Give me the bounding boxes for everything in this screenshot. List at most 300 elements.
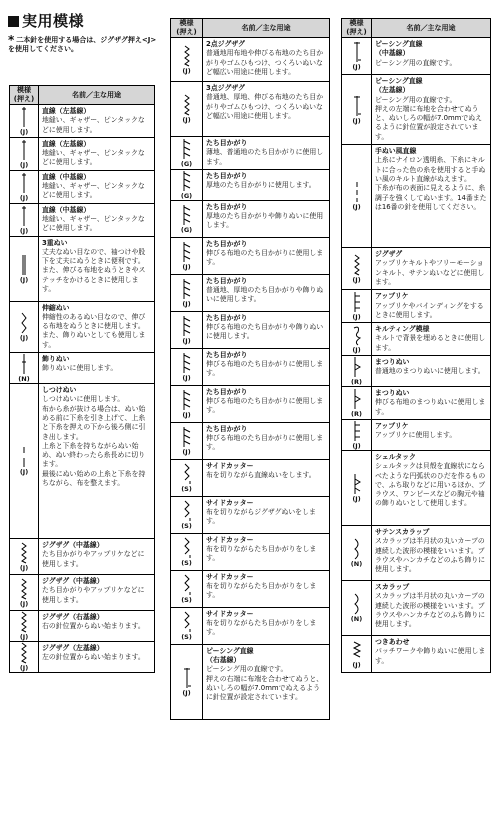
stitch-name: 3重ぬい (42, 238, 68, 247)
pattern-cell (342, 38, 372, 75)
stitch-table-column-1 (9, 85, 155, 673)
presser-foot-code: (J) (19, 127, 29, 136)
presser-foot-code: (J) (182, 299, 191, 308)
description-cell (203, 644, 330, 719)
stitch-row (342, 450, 491, 525)
stitch-usage: 伸縮性のあるぬい目なので、伸びる布地をぬうときに使用します。また、飾りぬいとしても使用します。 (42, 312, 146, 349)
presser-foot-code: (R) (351, 409, 362, 418)
applique-icon (342, 291, 371, 313)
presser-foot-code: (J) (182, 410, 191, 419)
description-cell (39, 642, 155, 673)
description-cell (203, 496, 330, 533)
stitch-usage: 左の針位置からぬい始まります。 (42, 653, 145, 662)
description-cell (372, 387, 491, 420)
stitch-usage: 伸びる布地のたち目かがりに使用します。 (206, 249, 324, 267)
straight-center-stitch-icon (10, 172, 38, 194)
presser-foot-code: (J) (352, 313, 361, 322)
header-name: 名前／主な用途 (39, 86, 155, 105)
description-cell (203, 169, 330, 200)
stitch-usage: たち目かがりやアップリケなどに使用します。 (42, 586, 145, 604)
presser-foot-code: (G) (180, 191, 193, 200)
presser-foot-code: (J) (19, 275, 29, 284)
pattern-cell (342, 387, 372, 420)
stitch-row (342, 419, 491, 450)
stitch-row (171, 82, 330, 137)
presser-foot-code: (R) (351, 378, 362, 387)
stitch-row (342, 635, 491, 672)
stitch-table-column-3 (341, 18, 491, 673)
description-cell (39, 170, 155, 203)
header-pattern: 模様 (押え) (171, 19, 203, 38)
pattern-cell (171, 348, 203, 385)
description-cell (39, 611, 155, 642)
stitch-name: サイドカッター (206, 461, 254, 470)
stitch-row (171, 385, 330, 422)
stitch-row (171, 644, 330, 719)
decorative-stitch-icon (10, 353, 38, 375)
stitch-name: キルティング模様 (375, 325, 430, 334)
stitch-row (171, 607, 330, 644)
stitch-name: 直線（中基線） (42, 205, 91, 214)
stitch-name: 伸縮ぬい (42, 303, 70, 312)
description-cell (39, 384, 155, 539)
stitch-name: 3点ジグザグ (206, 84, 245, 92)
stitch-name: 手ぬい風直線 (375, 147, 417, 156)
presser-foot-code: (J) (182, 262, 191, 271)
presser-foot-code: (N) (18, 375, 30, 384)
stitch-row (10, 236, 155, 301)
stitch-table-column-2 (170, 18, 330, 720)
stitch-name: たち目かがり (206, 202, 248, 211)
header-name: 名前／主な用途 (203, 19, 330, 38)
presser-foot-code: (G) (180, 225, 193, 234)
stitch-name: たち目かがり (206, 171, 248, 180)
pattern-cell (171, 274, 203, 311)
stitch-name: まつりぬい (375, 358, 410, 367)
stitch-name: サイドカッター (206, 535, 254, 544)
pattern-cell (342, 419, 372, 450)
stitch-usage: アップリケに使用します。 (375, 431, 457, 440)
two-step-zigzag-icon (171, 45, 202, 67)
description-cell (203, 200, 330, 237)
overcast-slant-icon (171, 278, 202, 300)
stitch-name: ジグザグ (375, 250, 403, 259)
stitch-row (342, 580, 491, 635)
description-cell (203, 607, 330, 644)
side-cutter-straight-icon (171, 463, 202, 485)
stitch-name: たち目かがり (206, 139, 248, 147)
stitch-row (342, 38, 491, 75)
stitch-usage: アップリケやバインディングをするときに使用します。 (375, 301, 484, 319)
presser-foot-code: (J) (19, 333, 29, 342)
stitch-row (171, 237, 330, 274)
twin-needle-note (8, 33, 158, 54)
pattern-cell (171, 200, 203, 237)
stitch-usage: キルトで背景を埋めるときに使用します。 (375, 334, 486, 352)
stitch-usage: たち目かがりやアップリケなどに使用します。 (42, 550, 145, 568)
zigzag-center-icon (10, 542, 38, 564)
header-pattern: 模様 (押え) (10, 86, 39, 105)
description-cell (372, 323, 491, 356)
pattern-cell (171, 459, 203, 496)
pattern-cell (10, 384, 39, 539)
stitch-name: サテンスカラップ (375, 527, 430, 536)
description-cell (203, 237, 330, 274)
description-cell (372, 525, 491, 580)
blind-hem-stretch-icon (342, 388, 371, 410)
stitch-usage: 布を切りながらたち目かがりをします。 (206, 545, 317, 563)
stitch-name: まつりぬい (375, 389, 410, 398)
presser-foot-code: (J) (352, 203, 361, 212)
hand-look-quilt-icon (342, 181, 371, 203)
pattern-cell (10, 203, 39, 236)
stitch-name: ピーシング直線 （中基線） (375, 40, 423, 58)
stitch-row (171, 348, 330, 385)
basting-stitch-icon (10, 446, 38, 468)
stitch-usage: 伸びる布地のたち目かがりに使用します。 (206, 434, 324, 452)
stitch-usage: 上糸にナイロン透明糸、下糸にキルトに合った色の糸を使用すると手ぬい風のキルト直線がぬえます。 下糸が布の表面に見えるように、糸調子を強くしてぬいます。14番または16番の針を使用してください。 (375, 156, 487, 211)
stitch-row (171, 459, 330, 496)
stitch-name: サイドカッター (206, 572, 254, 581)
stitch-name: 直線（中基線） (42, 172, 91, 181)
presser-foot-code: (J) (182, 66, 191, 75)
stitch-name: ピーシング直線 （右基線） (206, 646, 254, 665)
presser-foot-code: (J) (19, 193, 29, 202)
presser-foot-code: (J) (182, 447, 191, 456)
stitch-usage: 地縫い、ギャザー、ピンタックなどに使用します。 (42, 149, 145, 167)
stitch-usage: ピーシング用の直線です。 押えの左端に布地を合わせてぬうと、ぬいしろの幅が7.0mmでぬえるように針位置が設定されています。 (375, 95, 483, 141)
stitch-name: しつけぬい (42, 386, 77, 395)
pattern-cell (171, 607, 203, 644)
stitch-usage: 伸びる布地のたち目かがりに使用します。 (206, 397, 324, 415)
note-asterisk: * (8, 33, 15, 47)
stitch-name: スカラップ (375, 582, 410, 591)
stitch-usage: 伸びる布地のたち目かがりや飾りぬいに使用します。 (206, 323, 324, 341)
stitch-usage: しつけぬいに使用します。 布から糸が抜ける場合は、ぬい始める前に下糸を引き上げて、上糸と下糸を押えの下から後ろ側に引き出します。 上糸と下糸を持ちながらぬい始め、ぬい終わったら糸長めに切ります。 最後にぬい始めの上糸と下糸を持ちながら、布を整えます。 (42, 395, 146, 488)
stitch-row (342, 75, 491, 145)
stitch-usage: 飾りぬいに使用します。 (42, 364, 118, 373)
stitch-name: アップリケ (375, 292, 409, 301)
stitch-row (171, 169, 330, 200)
presser-foot-code: (J) (19, 160, 29, 169)
stitch-name: たち目かがり (206, 239, 248, 248)
description-cell (39, 236, 155, 301)
title-square-bullet (8, 16, 19, 27)
stitch-usage: アップリケキルトやフリーモーションキルト、サテンぬいなどに使用します。 (375, 259, 485, 286)
stitch-usage: 布を切りながら直線ぬいをします。 (206, 471, 316, 480)
pattern-cell (171, 311, 203, 348)
presser-foot-code: (J) (352, 494, 361, 503)
stitch-usage: パッチワークや飾りぬいに使用します。 (375, 647, 486, 665)
description-cell (372, 290, 491, 323)
description-cell (39, 203, 155, 236)
side-cutter-zigzag-icon (171, 537, 202, 559)
description-cell (372, 356, 491, 387)
presser-foot-code: (J) (19, 226, 29, 235)
description-cell (203, 82, 330, 137)
piecing-right-icon (171, 667, 202, 689)
presser-foot-code: (J) (352, 346, 361, 355)
triple-stretch-stitch-icon (10, 254, 38, 276)
stitch-name: ジグザグ（中基線） (42, 541, 104, 550)
side-cutter-zigzag-icon (171, 500, 202, 522)
presser-foot-code: (S) (181, 632, 192, 641)
straight-center-stitch-icon (10, 205, 38, 227)
pattern-cell (10, 353, 39, 384)
stitch-name: サイドカッター (206, 609, 254, 618)
stitch-name: 飾りぬい (42, 355, 70, 364)
pattern-cell (342, 450, 372, 525)
presser-foot-code: (S) (181, 484, 192, 493)
stitch-row (10, 539, 155, 575)
applique-comb-icon (342, 420, 371, 442)
description-cell (39, 575, 155, 611)
stitch-usage: 普通地、厚地のたち目かがりや飾りぬいに使用します。 (206, 286, 324, 304)
description-cell (372, 580, 491, 635)
stitch-name: たち目かがり (206, 350, 248, 359)
stitch-row (10, 611, 155, 642)
stitch-usage: シェルタックは貝殻を直線状にならべたような円弧状のひだを作るもので、ふち取りなどに用いるほか、ブラウス、ワンピースなどの胸元や袖の飾りぬいとして使用します。 (375, 462, 486, 508)
stitch-name: アップリケ (375, 421, 409, 430)
stitch-row (342, 525, 491, 580)
stitch-usage: 布を切りながらたち目かがりをします。 (206, 582, 317, 600)
three-step-zigzag-icon (171, 94, 202, 116)
pattern-cell (342, 525, 372, 580)
zigzag-quilt-icon (342, 254, 371, 276)
stitch-row (10, 170, 155, 203)
stitch-row (342, 356, 491, 387)
piecing-center-icon (342, 41, 371, 63)
pattern-cell (342, 290, 372, 323)
description-cell (203, 137, 330, 170)
presser-foot-code: (J) (19, 664, 29, 673)
pattern-cell (171, 422, 203, 459)
presser-foot-code: (S) (181, 558, 192, 567)
straight-left-stitch-icon (10, 106, 38, 128)
presser-foot-code: (J) (182, 116, 191, 124)
blind-hem-icon (342, 356, 371, 378)
presser-foot-code: (J) (182, 373, 191, 382)
stitch-row (10, 353, 155, 384)
description-cell (203, 274, 330, 311)
pattern-cell (10, 170, 39, 203)
stitch-usage: 右の針位置からぬい始まります。 (42, 622, 145, 631)
stitch-usage: ピーシング用の直線です。 押えの右端に布端を合わせてぬうと、ぬいしろの幅が7.0mmでぬえるように針位置が設定されています。 (206, 665, 324, 702)
description-cell (372, 248, 491, 290)
stitch-usage: 丈夫なぬい目なので、袖つけや股下を丈夫にぬうときに便利です。 また、伸びる布地をぬうときやステッチをかけるときに使用します。 (42, 247, 146, 294)
side-cutter-block-icon (171, 611, 202, 633)
stitch-name: たち目かがり (206, 276, 248, 285)
scallop-icon (342, 593, 371, 615)
presser-foot-code: (S) (181, 521, 192, 530)
overcast-diamond-icon (171, 426, 202, 448)
description-cell (372, 75, 491, 145)
stitch-row (10, 575, 155, 611)
stitch-row (171, 496, 330, 533)
overcast-slant-icon (171, 241, 202, 263)
presser-foot-code: (J) (352, 116, 361, 125)
note-text: 二本針を使用する場合は、ジグザグ押え<J>を使用してください。 (8, 36, 157, 53)
stitch-row (171, 311, 330, 348)
stitch-usage: 地縫い、ギャザー、ピンタックなどに使用します。 (42, 214, 145, 233)
stitch-row (171, 422, 330, 459)
description-cell (203, 459, 330, 496)
stitch-usage: スカラップは半月状の丸いカーブの連続した波形の模様をいいます。ブラウスやハンカチなどのふち飾りに使用します。 (375, 592, 486, 629)
stitch-row (10, 642, 155, 673)
stitch-row (171, 570, 330, 607)
overcast-icon (171, 138, 202, 160)
pattern-cell (10, 611, 39, 642)
presser-foot-code: (J) (19, 468, 29, 477)
stitch-name: ジグザグ（右基線） (42, 613, 104, 622)
stitch-row (171, 137, 330, 170)
stitch-usage: ピーシング用の直線です。 (375, 58, 457, 67)
stitch-row (10, 105, 155, 138)
presser-foot-code: (G) (180, 159, 193, 168)
stitch-name: ジグザグ（左基線） (42, 644, 104, 653)
stitch-row (171, 274, 330, 311)
presser-foot-code: (J) (352, 63, 361, 71)
pattern-cell (342, 145, 372, 248)
stitch-name: 直線（左基線） (42, 107, 91, 115)
stitch-usage: 厚地のたち目かがりに使用します。 (206, 181, 316, 190)
pattern-cell (10, 301, 39, 352)
pattern-cell (10, 236, 39, 301)
stitch-row (10, 203, 155, 236)
zigzag-right-icon (10, 611, 38, 633)
stippling-icon (342, 324, 371, 346)
presser-foot-code: (J) (352, 660, 361, 669)
page-title (8, 10, 84, 31)
description-cell (203, 533, 330, 570)
pattern-cell (342, 580, 372, 635)
pattern-cell (10, 539, 39, 575)
presser-foot-code: (N) (350, 559, 363, 568)
pattern-cell (171, 533, 203, 570)
stitch-row (342, 145, 491, 248)
description-cell (372, 145, 491, 248)
stitch-name: ジグザグ（中基線） (42, 577, 104, 586)
pattern-cell (10, 575, 39, 611)
stitch-usage: 地縫い、ギャザー、ピンタックなどに使用します。 (42, 182, 145, 200)
pattern-cell (171, 496, 203, 533)
stitch-usage: スカラップは半月状の丸いカーブの連続した波形の模様をいいます。ブラウスやハンカチなどのふち飾りに使用します。 (375, 537, 486, 574)
description-cell (39, 137, 155, 170)
stitch-name: サイドカッター (206, 498, 254, 507)
pattern-cell (171, 644, 203, 719)
stitch-name: たち目かがり (206, 387, 248, 396)
description-cell (39, 301, 155, 352)
patchwork-icon (342, 639, 371, 661)
pattern-cell (171, 385, 203, 422)
presser-foot-code: (N) (350, 614, 363, 623)
description-cell (203, 348, 330, 385)
stitch-usage: 伸びる布地のたち目かがりに使用します。 (206, 360, 324, 378)
pattern-cell (171, 82, 203, 137)
description-cell (203, 311, 330, 348)
stitch-usage: 普通地、厚地、伸びる布地のたち目かがりやゴムひもつけ、つくろいぬいなど幅広い用途に使用します。 (206, 93, 324, 120)
pattern-cell (10, 137, 39, 170)
stitch-usage: 薄地、普通地のたち目かがりに使用します。 (206, 148, 324, 166)
overcast-icon (171, 170, 202, 192)
description-cell (372, 38, 491, 75)
presser-foot-code: (J) (19, 633, 29, 642)
stitch-row (342, 248, 491, 290)
stitch-name: シェルタック (375, 452, 416, 461)
zigzag-center-icon (10, 578, 38, 600)
stitch-usage: 地縫い、ギャザー、ピンタックなどに使用します。 (42, 116, 145, 134)
stitch-row (342, 323, 491, 356)
header-pattern: 模様 (押え) (342, 19, 372, 38)
description-cell (39, 105, 155, 138)
presser-foot-code: (S) (181, 595, 192, 604)
presser-foot-code: (J) (352, 441, 361, 450)
pattern-cell (342, 248, 372, 290)
overcast-ladder-icon (171, 352, 202, 374)
pattern-cell (342, 635, 372, 672)
pattern-cell (10, 105, 39, 138)
pattern-cell (342, 356, 372, 387)
stitch-usage: 普通地用布地や伸びる布地のたち目かがりやゴムひもつけ、つくろいぬいなど幅広い用途に使用します。 (206, 49, 324, 76)
stitch-usage: 布を切りながらたち目かがりをします。 (206, 619, 317, 637)
stitch-name: ピーシング直線 （左基線） (375, 77, 423, 95)
shell-tuck-icon (342, 473, 371, 495)
stitch-row (171, 200, 330, 237)
stitch-row (171, 533, 330, 570)
stretch-stitch-icon (10, 312, 38, 334)
pattern-cell (342, 323, 372, 356)
straight-left-stitch-icon (10, 139, 38, 161)
presser-foot-code: (J) (19, 563, 29, 572)
header-name: 名前／主な用途 (372, 19, 491, 38)
stitch-usage: 普通地のまつりぬいに使用します。 (375, 367, 485, 376)
description-cell (203, 385, 330, 422)
pattern-cell (171, 38, 203, 82)
description-cell (203, 38, 330, 82)
presser-foot-code: (J) (182, 336, 191, 345)
stitch-row (342, 290, 491, 323)
overcast-block-icon (171, 204, 202, 226)
stitch-row (10, 301, 155, 352)
zigzag-left-icon (10, 642, 38, 664)
pattern-cell (171, 169, 203, 200)
overcast-cross-icon (171, 315, 202, 337)
stitch-usage: 布を切りながらジグザグぬいをします。 (206, 508, 316, 526)
stitch-row (342, 387, 491, 420)
stitch-name: たち目かがり (206, 313, 248, 322)
stitch-usage: 伸びる布地のまつりぬいに使用します。 (375, 398, 486, 416)
description-cell (372, 450, 491, 525)
stitch-name: 直線（左基線） (42, 139, 91, 148)
presser-foot-code: (J) (19, 599, 29, 608)
stitch-row (10, 137, 155, 170)
satin-scallop-icon (342, 538, 371, 560)
description-cell (203, 422, 330, 459)
pattern-cell (171, 570, 203, 607)
pattern-cell (10, 642, 39, 673)
page-title-text: 実用模様 (22, 12, 85, 30)
description-cell (39, 353, 155, 384)
description-cell (372, 419, 491, 450)
overcast-diamond-icon (171, 389, 202, 411)
stitch-row (171, 38, 330, 82)
stitch-usage: 厚地のたち目かがりや飾りぬいに使用します。 (206, 212, 324, 230)
presser-foot-code: (J) (352, 275, 361, 284)
description-cell (372, 635, 491, 672)
piecing-left-icon (342, 95, 371, 117)
stitch-row (10, 384, 155, 539)
presser-foot-code: (J) (182, 688, 191, 697)
